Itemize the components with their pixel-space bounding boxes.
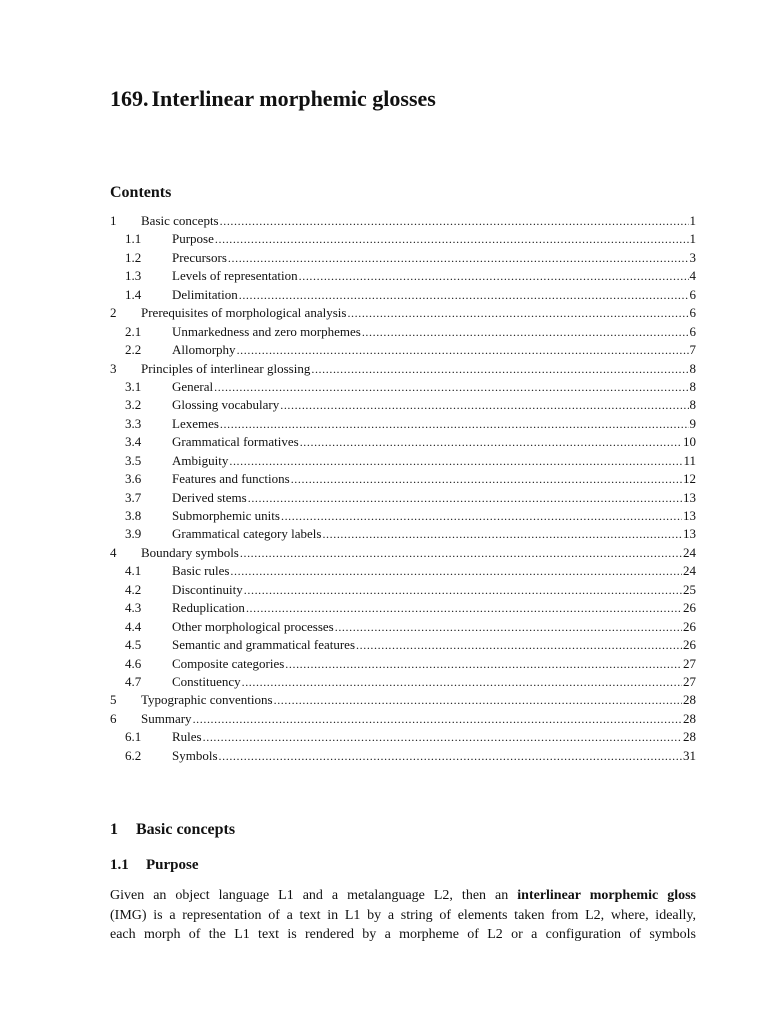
toc-entry-number: 4	[110, 544, 117, 560]
table-of-contents	[110, 212, 696, 765]
chapter-number: 169.	[110, 86, 149, 111]
toc-entry[interactable]	[110, 267, 696, 285]
toc-entry-body	[172, 747, 696, 765]
toc-entry-body	[172, 230, 696, 248]
toc-entry-page-number: 26	[683, 600, 696, 616]
toc-entry-number: 4.1	[125, 563, 142, 579]
contents-heading: Contents	[110, 184, 172, 201]
toc-entry-number: 3.2	[125, 397, 142, 413]
toc-entry-page-number: 8	[689, 360, 696, 376]
toc-entry-title: Basic concepts	[141, 213, 219, 228]
toc-entry-number: 4.6	[125, 655, 142, 671]
toc-entry[interactable]	[110, 378, 696, 396]
toc-dot-leader	[229, 452, 682, 470]
toc-entry-number: 1.2	[125, 249, 142, 265]
toc-entry-page-number: 24	[683, 544, 696, 560]
toc-entry[interactable]	[110, 396, 696, 414]
toc-dot-leader	[220, 415, 689, 433]
toc-entry-page-number: 24	[683, 563, 696, 579]
toc-entry[interactable]	[110, 618, 696, 636]
toc-entry-body	[172, 452, 696, 470]
toc-dot-leader	[230, 562, 682, 580]
toc-dot-leader	[322, 525, 682, 543]
toc-entry-body	[172, 636, 696, 654]
toc-entry[interactable]	[110, 507, 696, 525]
toc-entry-body	[172, 562, 696, 580]
chapter-title	[110, 86, 436, 112]
toc-dot-leader	[280, 396, 688, 414]
toc-entry-title: Unmarkedness and zero morphemes	[172, 323, 361, 339]
toc-entry-body	[172, 415, 696, 433]
section-number: 1	[110, 821, 118, 838]
toc-entry-body	[172, 489, 696, 507]
toc-entry-title: Prerequisites of morphological analysis	[141, 305, 347, 321]
toc-entry-page-number: 6	[689, 286, 696, 302]
toc-entry[interactable]	[110, 562, 696, 580]
toc-entry-body	[172, 286, 696, 304]
toc-entry-title: Allomorphy	[172, 342, 236, 358]
toc-entry-body	[141, 710, 696, 728]
body-line: each morph of the L1 text is rendered by a morpheme of L2 or a configuration of symbols	[110, 927, 696, 942]
toc-entry-page-number: 1	[689, 231, 696, 247]
toc-entry-title: Grammatical formatives	[172, 434, 299, 450]
toc-entry-body	[172, 341, 696, 359]
toc-entry-title: Purpose	[172, 231, 214, 247]
toc-dot-leader	[311, 360, 688, 378]
toc-dot-leader	[240, 544, 682, 562]
toc-entry-body	[172, 323, 696, 341]
toc-entry-page-number: 28	[683, 692, 696, 708]
toc-entry-page-number: 28	[683, 710, 696, 726]
toc-entry-number: 4.2	[125, 581, 142, 597]
toc-entry-number: 6.2	[125, 747, 142, 763]
toc-entry-page-number: 31	[683, 747, 696, 763]
toc-entry-page-number: 6	[689, 323, 696, 339]
body-paragraph	[110, 886, 696, 945]
toc-dot-leader	[285, 655, 682, 673]
toc-entry-body	[172, 396, 696, 414]
toc-dot-leader	[220, 212, 689, 230]
toc-entry-page-number: 13	[683, 489, 696, 505]
chapter-title-text: Interlinear morphemic glosses	[151, 86, 436, 111]
toc-entry-number: 3.4	[125, 434, 142, 450]
toc-entry-title: Glossing vocabulary	[172, 397, 280, 413]
abbreviation-img: IMG	[114, 907, 142, 923]
toc-entry-page-number: 4	[689, 268, 696, 284]
toc-entry[interactable]	[110, 341, 696, 359]
toc-entry-title: Typographic conventions	[141, 692, 273, 708]
toc-dot-leader	[219, 747, 682, 765]
toc-dot-leader	[203, 728, 682, 746]
toc-entry[interactable]	[110, 655, 696, 673]
toc-entry[interactable]	[110, 673, 696, 691]
toc-dot-leader	[347, 304, 688, 322]
toc-entry[interactable]	[110, 415, 696, 433]
toc-entry-body	[172, 249, 696, 267]
toc-entry-title: Ambiguity	[172, 452, 229, 468]
toc-entry-body	[141, 304, 696, 322]
toc-dot-leader	[237, 341, 689, 359]
toc-entry-number: 3.5	[125, 452, 142, 468]
toc-entry-title: General	[172, 378, 214, 394]
toc-dot-leader	[244, 581, 682, 599]
toc-entry-title: Derived stems	[172, 489, 247, 505]
toc-entry[interactable]	[110, 452, 696, 470]
toc-dot-leader	[299, 267, 689, 285]
toc-dot-leader	[239, 286, 689, 304]
toc-entry-number: 3.6	[125, 471, 142, 487]
toc-entry-body	[172, 673, 696, 691]
section-title: Basic concepts	[136, 821, 236, 838]
toc-entry-body	[172, 618, 696, 636]
toc-entry-body	[172, 599, 696, 617]
toc-dot-leader	[362, 323, 689, 341]
toc-entry-title: Boundary symbols	[141, 544, 239, 560]
toc-entry-number: 4.4	[125, 618, 142, 634]
toc-entry[interactable]	[110, 212, 696, 230]
toc-entry[interactable]	[110, 544, 696, 562]
toc-entry-number: 1.4	[125, 286, 142, 302]
toc-entry-title: Lexemes	[172, 415, 219, 431]
toc-entry-page-number: 10	[683, 434, 696, 450]
toc-entry[interactable]	[110, 304, 696, 322]
subsection-title: Purpose	[146, 857, 199, 873]
toc-dot-leader	[335, 618, 682, 636]
toc-entry-page-number: 8	[689, 378, 696, 394]
toc-entry-title: Composite categories	[172, 655, 285, 671]
toc-entry-page-number: 6	[689, 305, 696, 321]
toc-entry[interactable]	[110, 581, 696, 599]
toc-entry-number: 3.9	[125, 526, 142, 542]
toc-dot-leader	[242, 673, 682, 691]
toc-entry-page-number: 3	[689, 249, 696, 265]
toc-entry-number: 4.7	[125, 673, 142, 689]
toc-dot-leader	[274, 691, 682, 709]
toc-entry-body	[172, 655, 696, 673]
body-line	[110, 906, 696, 926]
toc-entry[interactable]	[110, 286, 696, 304]
body-text-segment: ) is a representation of a text in L1 by a string of elements taken from L2, where, ideally,	[141, 907, 696, 923]
toc-entry-number: 5	[110, 692, 117, 708]
toc-entry-page-number: 27	[683, 673, 696, 689]
toc-entry[interactable]	[110, 323, 696, 341]
toc-entry-title: Delimitation	[172, 286, 238, 302]
toc-entry[interactable]	[110, 710, 696, 728]
toc-entry[interactable]	[110, 249, 696, 267]
toc-dot-leader	[281, 507, 682, 525]
toc-entry-title: Precursors	[172, 249, 227, 265]
toc-dot-leader	[214, 378, 688, 396]
toc-entry-number: 3.7	[125, 489, 142, 505]
body-line	[110, 886, 696, 906]
toc-entry-body	[141, 360, 696, 378]
toc-entry[interactable]	[110, 728, 696, 746]
toc-entry-title: Reduplication	[172, 600, 245, 616]
toc-entry-body	[172, 525, 696, 543]
toc-entry-page-number: 8	[689, 397, 696, 413]
toc-entry-page-number: 13	[683, 508, 696, 523]
toc-entry-number: 3.8	[125, 508, 142, 523]
toc-entry-number: 6.1	[125, 729, 142, 745]
toc-entry-title: Rules	[172, 729, 202, 745]
toc-dot-leader	[246, 599, 682, 617]
toc-entry-page-number: 1	[689, 213, 696, 228]
toc-entry-body	[141, 544, 696, 562]
toc-entry-page-number: 27	[683, 655, 696, 671]
toc-entry-number: 6	[110, 710, 117, 726]
toc-entry-page-number: 11	[683, 452, 696, 468]
toc-entry[interactable]	[110, 525, 696, 543]
section-heading	[110, 821, 235, 839]
toc-entry-number: 1.1	[125, 231, 142, 247]
toc-entry-body	[172, 581, 696, 599]
toc-entry[interactable]	[110, 230, 696, 248]
toc-entry-title: Symbols	[172, 747, 218, 763]
toc-entry-number: 2.1	[125, 323, 142, 339]
toc-entry[interactable]	[110, 747, 696, 765]
toc-entry[interactable]	[110, 433, 696, 451]
toc-entry-title: Other morphological processes	[172, 618, 334, 634]
toc-entry-number: 3.1	[125, 378, 142, 394]
toc-entry[interactable]	[110, 360, 696, 378]
toc-entry-title: Basic rules	[172, 563, 230, 579]
toc-entry-body	[141, 212, 696, 230]
body-text-segment: Given an object language L1 and a metalanguage L2, then an	[110, 888, 518, 903]
toc-entry-page-number: 7	[689, 342, 696, 358]
toc-entry[interactable]	[110, 691, 696, 709]
toc-entry-title: Features and functions	[172, 471, 290, 487]
toc-entry-page-number: 26	[683, 637, 696, 653]
toc-entry-number: 2.2	[125, 342, 142, 358]
toc-entry-title: Semantic and grammatical features	[172, 637, 356, 653]
toc-entry-page-number: 9	[689, 415, 696, 431]
toc-entry[interactable]	[110, 636, 696, 654]
toc-entry[interactable]	[110, 489, 696, 507]
toc-entry-title: Levels of representation	[172, 268, 298, 284]
toc-dot-leader	[291, 470, 682, 488]
toc-entry-body	[172, 470, 696, 488]
term-interlinear-morphemic-gloss: interlinear morphemic gloss	[517, 888, 696, 903]
toc-entry-title: Discontinuity	[172, 581, 243, 597]
toc-entry-body	[172, 433, 696, 451]
toc-entry-title: Constituency	[172, 673, 241, 689]
toc-entry-title: Grammatical category labels	[172, 526, 322, 542]
body-text-segment: (	[110, 907, 115, 923]
toc-entry-number: 4.3	[125, 600, 142, 616]
toc-dot-leader	[248, 489, 682, 507]
toc-entry-body	[172, 267, 696, 285]
toc-entry[interactable]	[110, 599, 696, 617]
toc-entry-number: 3	[110, 360, 117, 376]
subsection-heading	[110, 857, 199, 874]
toc-dot-leader	[228, 249, 689, 267]
toc-entry[interactable]	[110, 470, 696, 488]
toc-entry-number: 4.5	[125, 637, 142, 653]
subsection-number: 1.1	[110, 857, 129, 873]
toc-entry-title: Principles of interlinear glossing	[141, 360, 311, 376]
toc-entry-body	[172, 507, 696, 525]
toc-entry-body	[172, 728, 696, 746]
toc-entry-page-number: 28	[683, 729, 696, 745]
toc-dot-leader	[356, 636, 682, 654]
toc-dot-leader	[193, 710, 682, 728]
toc-entry-page-number: 26	[683, 618, 696, 634]
toc-entry-page-number: 13	[683, 526, 696, 542]
toc-entry-number: 2	[110, 305, 117, 321]
toc-dot-leader	[300, 433, 682, 451]
toc-entry-number: 1.3	[125, 268, 142, 284]
toc-dot-leader	[215, 230, 689, 248]
toc-entry-number: 3.3	[125, 415, 142, 431]
toc-entry-body	[141, 691, 696, 709]
toc-entry-page-number: 25	[683, 581, 696, 597]
toc-entry-number: 1	[110, 213, 117, 228]
toc-entry-title: Submorphemic units	[172, 508, 280, 523]
toc-entry-page-number: 12	[683, 471, 696, 487]
toc-entry-body	[172, 378, 696, 396]
toc-entry-title: Summary	[141, 710, 192, 726]
